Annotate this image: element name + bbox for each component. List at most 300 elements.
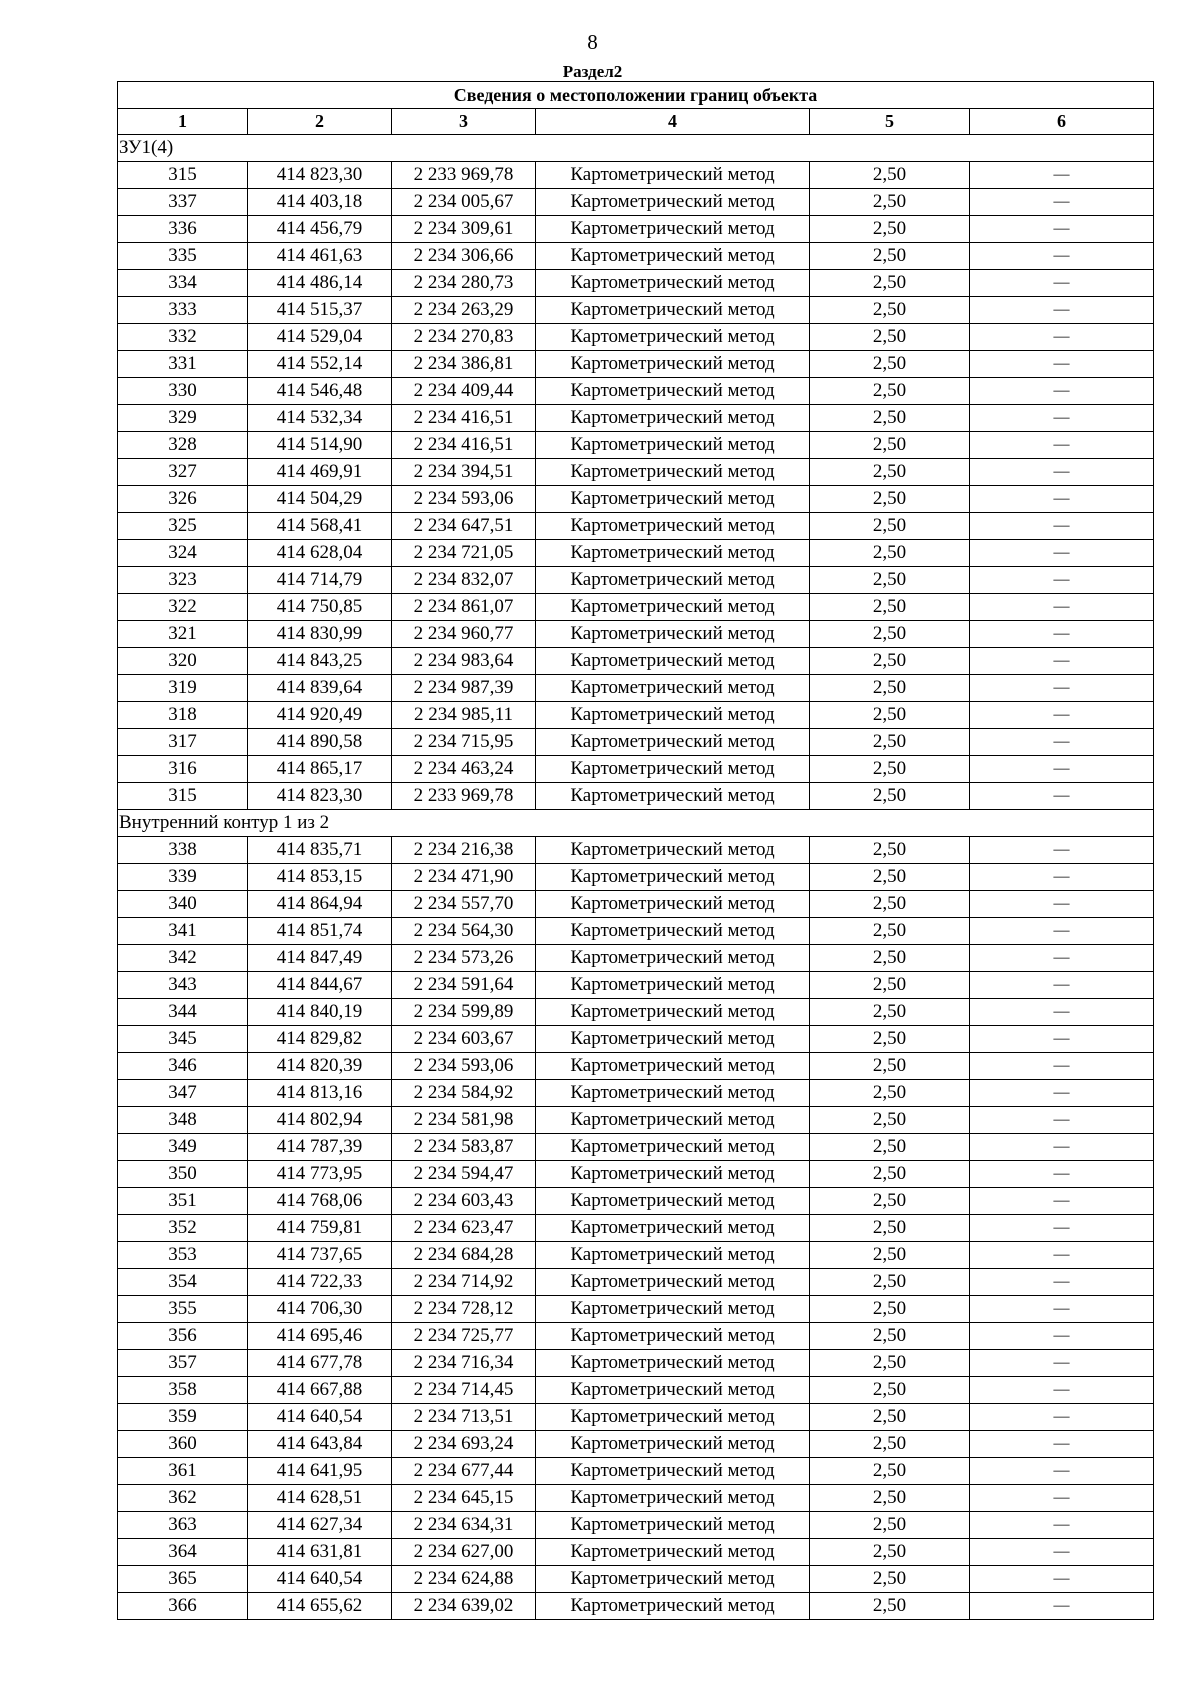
table-row xyxy=(118,1377,1154,1404)
method-cell: Картометрический метод xyxy=(536,945,810,972)
point-number-cell: 315 xyxy=(118,783,248,810)
method-cell: Картометрический метод xyxy=(536,378,810,405)
point-number-cell: 347 xyxy=(118,1080,248,1107)
accuracy-cell: 2,50 xyxy=(810,216,970,243)
x-coordinate-cell: 414 839,64 xyxy=(248,675,392,702)
note-cell: — xyxy=(970,270,1154,297)
table-row xyxy=(118,1593,1154,1620)
point-number-cell: 323 xyxy=(118,567,248,594)
table-row xyxy=(118,216,1154,243)
x-coordinate-cell: 414 706,30 xyxy=(248,1296,392,1323)
accuracy-cell: 2,50 xyxy=(810,783,970,810)
y-coordinate-cell: 2 234 985,11 xyxy=(392,702,536,729)
accuracy-cell: 2,50 xyxy=(810,1512,970,1539)
y-coordinate-cell: 2 234 599,89 xyxy=(392,999,536,1026)
x-coordinate-cell: 414 843,25 xyxy=(248,648,392,675)
table-row xyxy=(118,621,1154,648)
accuracy-cell: 2,50 xyxy=(810,1215,970,1242)
point-number-cell: 324 xyxy=(118,540,248,567)
y-coordinate-cell: 2 234 594,47 xyxy=(392,1161,536,1188)
y-coordinate-cell: 2 234 603,67 xyxy=(392,1026,536,1053)
y-coordinate-cell: 2 234 714,45 xyxy=(392,1377,536,1404)
method-cell: Картометрический метод xyxy=(536,1485,810,1512)
accuracy-cell: 2,50 xyxy=(810,945,970,972)
table-row xyxy=(118,756,1154,783)
point-number-cell: 333 xyxy=(118,297,248,324)
y-coordinate-cell: 2 234 861,07 xyxy=(392,594,536,621)
method-cell: Картометрический метод xyxy=(536,1377,810,1404)
accuracy-cell: 2,50 xyxy=(810,270,970,297)
point-number-cell: 360 xyxy=(118,1431,248,1458)
point-number-cell: 318 xyxy=(118,702,248,729)
accuracy-cell: 2,50 xyxy=(810,405,970,432)
point-number-cell: 342 xyxy=(118,945,248,972)
accuracy-cell: 2,50 xyxy=(810,297,970,324)
method-cell: Картометрический метод xyxy=(536,702,810,729)
point-number-cell: 339 xyxy=(118,864,248,891)
y-coordinate-cell: 2 234 634,31 xyxy=(392,1512,536,1539)
method-cell: Картометрический метод xyxy=(536,297,810,324)
accuracy-cell: 2,50 xyxy=(810,1161,970,1188)
note-cell: — xyxy=(970,1215,1154,1242)
method-cell: Картометрический метод xyxy=(536,1107,810,1134)
note-cell: — xyxy=(970,702,1154,729)
point-number-cell: 328 xyxy=(118,432,248,459)
x-coordinate-cell: 414 802,94 xyxy=(248,1107,392,1134)
accuracy-cell: 2,50 xyxy=(810,1134,970,1161)
point-number-cell: 348 xyxy=(118,1107,248,1134)
point-number-cell: 340 xyxy=(118,891,248,918)
accuracy-cell: 2,50 xyxy=(810,1080,970,1107)
x-coordinate-cell: 414 628,04 xyxy=(248,540,392,567)
accuracy-cell: 2,50 xyxy=(810,729,970,756)
x-coordinate-cell: 414 640,54 xyxy=(248,1404,392,1431)
note-cell: — xyxy=(970,405,1154,432)
method-cell: Картометрический метод xyxy=(536,1512,810,1539)
table-row xyxy=(118,675,1154,702)
x-coordinate-cell: 414 787,39 xyxy=(248,1134,392,1161)
accuracy-cell: 2,50 xyxy=(810,918,970,945)
x-coordinate-cell: 414 890,58 xyxy=(248,729,392,756)
x-coordinate-cell: 414 677,78 xyxy=(248,1350,392,1377)
x-coordinate-cell: 414 773,95 xyxy=(248,1161,392,1188)
x-coordinate-cell: 414 847,49 xyxy=(248,945,392,972)
x-coordinate-cell: 414 627,34 xyxy=(248,1512,392,1539)
method-cell: Картометрический метод xyxy=(536,837,810,864)
accuracy-cell: 2,50 xyxy=(810,459,970,486)
accuracy-cell: 2,50 xyxy=(810,1350,970,1377)
x-coordinate-cell: 414 515,37 xyxy=(248,297,392,324)
x-coordinate-cell: 414 759,81 xyxy=(248,1215,392,1242)
group-row xyxy=(118,810,1154,837)
note-cell: — xyxy=(970,621,1154,648)
note-cell: — xyxy=(970,756,1154,783)
accuracy-cell: 2,50 xyxy=(810,1188,970,1215)
table-row xyxy=(118,1566,1154,1593)
note-cell: — xyxy=(970,783,1154,810)
point-number-cell: 321 xyxy=(118,621,248,648)
x-coordinate-cell: 414 403,18 xyxy=(248,189,392,216)
point-number-cell: 354 xyxy=(118,1269,248,1296)
note-cell: — xyxy=(970,891,1154,918)
point-number-cell: 330 xyxy=(118,378,248,405)
y-coordinate-cell: 2 234 832,07 xyxy=(392,567,536,594)
method-cell: Картометрический метод xyxy=(536,972,810,999)
x-coordinate-cell: 414 640,54 xyxy=(248,1566,392,1593)
point-number-cell: 364 xyxy=(118,1539,248,1566)
y-coordinate-cell: 2 234 581,98 xyxy=(392,1107,536,1134)
note-cell: — xyxy=(970,1323,1154,1350)
table-row xyxy=(118,324,1154,351)
accuracy-cell: 2,50 xyxy=(810,1404,970,1431)
accuracy-cell: 2,50 xyxy=(810,486,970,513)
method-cell: Картометрический метод xyxy=(536,189,810,216)
note-cell: — xyxy=(970,459,1154,486)
table-row xyxy=(118,1053,1154,1080)
table-row xyxy=(118,918,1154,945)
x-coordinate-cell: 414 823,30 xyxy=(248,783,392,810)
group-label: ЗУ1(4) xyxy=(118,135,1154,162)
method-cell: Картометрический метод xyxy=(536,621,810,648)
note-cell: — xyxy=(970,297,1154,324)
note-cell: — xyxy=(970,1458,1154,1485)
y-coordinate-cell: 2 234 624,88 xyxy=(392,1566,536,1593)
point-number-cell: 325 xyxy=(118,513,248,540)
x-coordinate-cell: 414 844,67 xyxy=(248,972,392,999)
table-row xyxy=(118,891,1154,918)
method-cell: Картометрический метод xyxy=(536,918,810,945)
x-coordinate-cell: 414 469,91 xyxy=(248,459,392,486)
table-row xyxy=(118,378,1154,405)
x-coordinate-cell: 414 864,94 xyxy=(248,891,392,918)
accuracy-cell: 2,50 xyxy=(810,999,970,1026)
method-cell: Картометрический метод xyxy=(536,216,810,243)
table-row xyxy=(118,1026,1154,1053)
point-number-cell: 337 xyxy=(118,189,248,216)
y-coordinate-cell: 2 234 309,61 xyxy=(392,216,536,243)
table-row xyxy=(118,513,1154,540)
y-coordinate-cell: 2 234 721,05 xyxy=(392,540,536,567)
point-number-cell: 361 xyxy=(118,1458,248,1485)
accuracy-cell: 2,50 xyxy=(810,891,970,918)
accuracy-cell: 2,50 xyxy=(810,513,970,540)
y-coordinate-cell: 2 234 005,67 xyxy=(392,189,536,216)
x-coordinate-cell: 414 737,65 xyxy=(248,1242,392,1269)
y-coordinate-cell: 2 234 684,28 xyxy=(392,1242,536,1269)
point-number-cell: 346 xyxy=(118,1053,248,1080)
note-cell: — xyxy=(970,1134,1154,1161)
note-cell: — xyxy=(970,1512,1154,1539)
point-number-cell: 352 xyxy=(118,1215,248,1242)
note-cell: — xyxy=(970,837,1154,864)
table-row xyxy=(118,1485,1154,1512)
accuracy-cell: 2,50 xyxy=(810,1593,970,1620)
method-cell: Картометрический метод xyxy=(536,891,810,918)
y-coordinate-cell: 2 234 603,43 xyxy=(392,1188,536,1215)
table-caption: Сведения о местоположении границ объекта xyxy=(118,82,1154,109)
note-cell: — xyxy=(970,324,1154,351)
y-coordinate-cell: 2 234 573,26 xyxy=(392,945,536,972)
method-cell: Картометрический метод xyxy=(536,1404,810,1431)
point-number-cell: 341 xyxy=(118,918,248,945)
section-title: Раздел2 xyxy=(562,62,623,81)
x-coordinate-cell: 414 641,95 xyxy=(248,1458,392,1485)
x-coordinate-cell: 414 714,79 xyxy=(248,567,392,594)
note-cell: — xyxy=(970,1296,1154,1323)
note-cell: — xyxy=(970,1242,1154,1269)
note-cell: — xyxy=(970,351,1154,378)
point-number-cell: 365 xyxy=(118,1566,248,1593)
y-coordinate-cell: 2 234 416,51 xyxy=(392,432,536,459)
table-row xyxy=(118,864,1154,891)
method-cell: Картометрический метод xyxy=(536,1296,810,1323)
accuracy-cell: 2,50 xyxy=(810,567,970,594)
x-coordinate-cell: 414 456,79 xyxy=(248,216,392,243)
y-coordinate-cell: 2 234 647,51 xyxy=(392,513,536,540)
point-number-cell: 326 xyxy=(118,486,248,513)
point-number-cell: 349 xyxy=(118,1134,248,1161)
method-cell: Картометрический метод xyxy=(536,1431,810,1458)
x-coordinate-cell: 414 813,16 xyxy=(248,1080,392,1107)
table-row xyxy=(118,405,1154,432)
note-cell: — xyxy=(970,1377,1154,1404)
point-number-cell: 358 xyxy=(118,1377,248,1404)
table-row xyxy=(118,486,1154,513)
x-coordinate-cell: 414 514,90 xyxy=(248,432,392,459)
y-coordinate-cell: 2 234 263,29 xyxy=(392,297,536,324)
note-cell: — xyxy=(970,1269,1154,1296)
note-cell: — xyxy=(970,648,1154,675)
method-cell: Картометрический метод xyxy=(536,675,810,702)
y-coordinate-cell: 2 234 270,83 xyxy=(392,324,536,351)
x-coordinate-cell: 414 830,99 xyxy=(248,621,392,648)
table-row xyxy=(118,1323,1154,1350)
point-number-cell: 334 xyxy=(118,270,248,297)
note-cell: — xyxy=(970,513,1154,540)
point-number-cell: 343 xyxy=(118,972,248,999)
column-header: 3 xyxy=(392,109,536,135)
note-cell: — xyxy=(970,432,1154,459)
column-header: 6 xyxy=(970,109,1154,135)
point-number-cell: 344 xyxy=(118,999,248,1026)
table-row xyxy=(118,1161,1154,1188)
point-number-cell: 338 xyxy=(118,837,248,864)
y-coordinate-cell: 2 234 645,15 xyxy=(392,1485,536,1512)
point-number-cell: 356 xyxy=(118,1323,248,1350)
method-cell: Картометрический метод xyxy=(536,1188,810,1215)
page-number: 8 xyxy=(587,30,598,54)
x-coordinate-cell: 414 628,51 xyxy=(248,1485,392,1512)
method-cell: Картометрический метод xyxy=(536,1134,810,1161)
table-row xyxy=(118,270,1154,297)
note-cell: — xyxy=(970,1161,1154,1188)
boundary-coordinates-table xyxy=(117,81,1154,1620)
accuracy-cell: 2,50 xyxy=(810,594,970,621)
method-cell: Картометрический метод xyxy=(536,729,810,756)
accuracy-cell: 2,50 xyxy=(810,837,970,864)
table-row xyxy=(118,432,1154,459)
note-cell: — xyxy=(970,1431,1154,1458)
method-cell: Картометрический метод xyxy=(536,432,810,459)
y-coordinate-cell: 2 234 713,51 xyxy=(392,1404,536,1431)
y-coordinate-cell: 2 234 280,73 xyxy=(392,270,536,297)
method-cell: Картометрический метод xyxy=(536,1350,810,1377)
note-cell: — xyxy=(970,729,1154,756)
x-coordinate-cell: 414 532,34 xyxy=(248,405,392,432)
note-cell: — xyxy=(970,1404,1154,1431)
note-cell: — xyxy=(970,243,1154,270)
y-coordinate-cell: 2 234 306,66 xyxy=(392,243,536,270)
point-number-cell: 327 xyxy=(118,459,248,486)
accuracy-cell: 2,50 xyxy=(810,1323,970,1350)
x-coordinate-cell: 414 750,85 xyxy=(248,594,392,621)
method-cell: Картометрический метод xyxy=(536,1053,810,1080)
x-coordinate-cell: 414 853,15 xyxy=(248,864,392,891)
point-number-cell: 357 xyxy=(118,1350,248,1377)
note-cell: — xyxy=(970,189,1154,216)
point-number-cell: 336 xyxy=(118,216,248,243)
accuracy-cell: 2,50 xyxy=(810,621,970,648)
method-cell: Картометрический метод xyxy=(536,162,810,189)
y-coordinate-cell: 2 234 677,44 xyxy=(392,1458,536,1485)
accuracy-cell: 2,50 xyxy=(810,324,970,351)
accuracy-cell: 2,50 xyxy=(810,189,970,216)
method-cell: Картометрический метод xyxy=(536,1566,810,1593)
accuracy-cell: 2,50 xyxy=(810,378,970,405)
table-row xyxy=(118,1350,1154,1377)
note-cell: — xyxy=(970,864,1154,891)
method-cell: Картометрический метод xyxy=(536,999,810,1026)
method-cell: Картометрический метод xyxy=(536,594,810,621)
y-coordinate-cell: 2 234 564,30 xyxy=(392,918,536,945)
y-coordinate-cell: 2 233 969,78 xyxy=(392,162,536,189)
table-row xyxy=(118,1215,1154,1242)
x-coordinate-cell: 414 823,30 xyxy=(248,162,392,189)
point-number-cell: 331 xyxy=(118,351,248,378)
method-cell: Картометрический метод xyxy=(536,459,810,486)
table-row xyxy=(118,1512,1154,1539)
y-coordinate-cell: 2 234 714,92 xyxy=(392,1269,536,1296)
y-coordinate-cell: 2 234 591,64 xyxy=(392,972,536,999)
accuracy-cell: 2,50 xyxy=(810,756,970,783)
column-header: 4 xyxy=(536,109,810,135)
x-coordinate-cell: 414 695,46 xyxy=(248,1323,392,1350)
point-number-cell: 332 xyxy=(118,324,248,351)
table-row xyxy=(118,243,1154,270)
table-row xyxy=(118,189,1154,216)
method-cell: Картометрический метод xyxy=(536,405,810,432)
method-cell: Картометрический метод xyxy=(536,864,810,891)
point-number-cell: 353 xyxy=(118,1242,248,1269)
y-coordinate-cell: 2 234 983,64 xyxy=(392,648,536,675)
table-row xyxy=(118,1188,1154,1215)
accuracy-cell: 2,50 xyxy=(810,1485,970,1512)
accuracy-cell: 2,50 xyxy=(810,1296,970,1323)
method-cell: Картометрический метод xyxy=(536,1242,810,1269)
x-coordinate-cell: 414 504,29 xyxy=(248,486,392,513)
y-coordinate-cell: 2 234 725,77 xyxy=(392,1323,536,1350)
x-coordinate-cell: 414 722,33 xyxy=(248,1269,392,1296)
point-number-cell: 322 xyxy=(118,594,248,621)
method-cell: Картометрический метод xyxy=(536,513,810,540)
y-coordinate-cell: 2 234 409,44 xyxy=(392,378,536,405)
x-coordinate-cell: 414 667,88 xyxy=(248,1377,392,1404)
note-cell: — xyxy=(970,1107,1154,1134)
accuracy-cell: 2,50 xyxy=(810,1431,970,1458)
point-number-cell: 335 xyxy=(118,243,248,270)
table-row xyxy=(118,1080,1154,1107)
x-coordinate-cell: 414 552,14 xyxy=(248,351,392,378)
point-number-cell: 345 xyxy=(118,1026,248,1053)
table-row xyxy=(118,972,1154,999)
note-cell: — xyxy=(970,999,1154,1026)
table-row xyxy=(118,540,1154,567)
table-row xyxy=(118,1134,1154,1161)
y-coordinate-cell: 2 234 471,90 xyxy=(392,864,536,891)
accuracy-cell: 2,50 xyxy=(810,1242,970,1269)
note-cell: — xyxy=(970,1593,1154,1620)
y-coordinate-cell: 2 234 216,38 xyxy=(392,837,536,864)
y-coordinate-cell: 2 234 394,51 xyxy=(392,459,536,486)
note-cell: — xyxy=(970,378,1154,405)
table-row xyxy=(118,297,1154,324)
y-coordinate-cell: 2 234 584,92 xyxy=(392,1080,536,1107)
table-body xyxy=(118,135,1154,1620)
column-header: 1 xyxy=(118,109,248,135)
y-coordinate-cell: 2 234 960,77 xyxy=(392,621,536,648)
x-coordinate-cell: 414 461,63 xyxy=(248,243,392,270)
table-row xyxy=(118,1107,1154,1134)
y-coordinate-cell: 2 234 728,12 xyxy=(392,1296,536,1323)
point-number-cell: 350 xyxy=(118,1161,248,1188)
accuracy-cell: 2,50 xyxy=(810,243,970,270)
x-coordinate-cell: 414 835,71 xyxy=(248,837,392,864)
table-row xyxy=(118,729,1154,756)
column-header-row xyxy=(118,109,1154,135)
accuracy-cell: 2,50 xyxy=(810,1458,970,1485)
table-row xyxy=(118,594,1154,621)
accuracy-cell: 2,50 xyxy=(810,702,970,729)
point-number-cell: 316 xyxy=(118,756,248,783)
y-coordinate-cell: 2 234 593,06 xyxy=(392,1053,536,1080)
y-coordinate-cell: 2 234 987,39 xyxy=(392,675,536,702)
x-coordinate-cell: 414 865,17 xyxy=(248,756,392,783)
method-cell: Картометрический метод xyxy=(536,648,810,675)
note-cell: — xyxy=(970,945,1154,972)
point-number-cell: 363 xyxy=(118,1512,248,1539)
point-number-cell: 329 xyxy=(118,405,248,432)
point-number-cell: 319 xyxy=(118,675,248,702)
x-coordinate-cell: 414 655,62 xyxy=(248,1593,392,1620)
table-row xyxy=(118,1269,1154,1296)
accuracy-cell: 2,50 xyxy=(810,1107,970,1134)
column-header: 5 xyxy=(810,109,970,135)
accuracy-cell: 2,50 xyxy=(810,675,970,702)
method-cell: Картометрический метод xyxy=(536,243,810,270)
group-label: Внутренний контур 1 из 2 xyxy=(118,810,1154,837)
point-number-cell: 362 xyxy=(118,1485,248,1512)
accuracy-cell: 2,50 xyxy=(810,1026,970,1053)
x-coordinate-cell: 414 829,82 xyxy=(248,1026,392,1053)
y-coordinate-cell: 2 234 557,70 xyxy=(392,891,536,918)
note-cell: — xyxy=(970,1566,1154,1593)
point-number-cell: 351 xyxy=(118,1188,248,1215)
x-coordinate-cell: 414 920,49 xyxy=(248,702,392,729)
table-row xyxy=(118,945,1154,972)
table-row xyxy=(118,1242,1154,1269)
note-cell: — xyxy=(970,1053,1154,1080)
table-row xyxy=(118,648,1154,675)
